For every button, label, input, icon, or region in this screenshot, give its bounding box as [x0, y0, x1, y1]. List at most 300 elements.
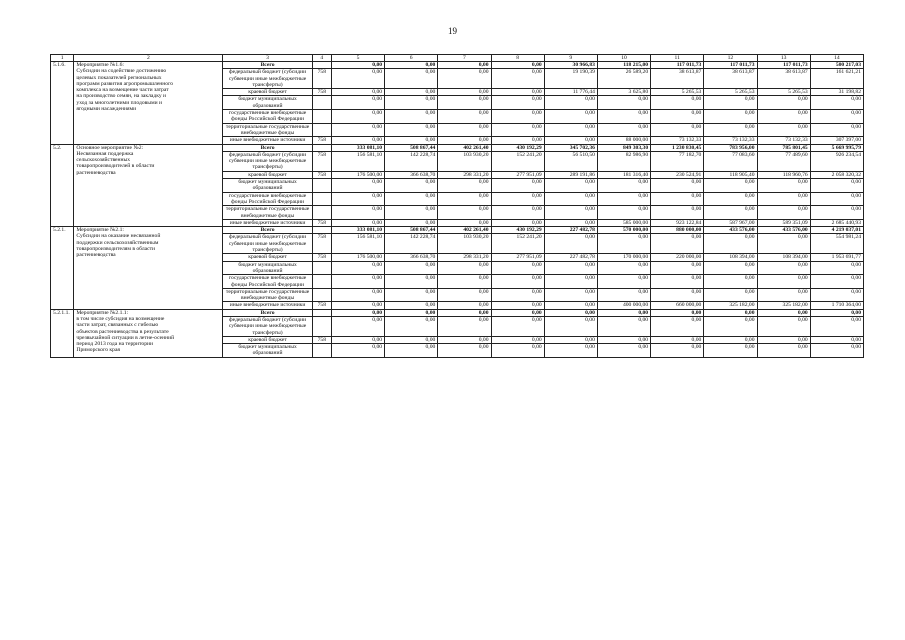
amount-cell: 181 316,40: [597, 171, 650, 178]
item-number: 5.2.1.: [51, 227, 74, 310]
funding-source: Всего: [223, 144, 312, 151]
item-title-line: Мероприятие №2.1:: [76, 227, 124, 234]
budget-code: 758: [312, 171, 331, 178]
item-title-line: чрезвычайной ситуации в летне-осенний: [76, 334, 175, 341]
amount-cell: 430 192,29: [491, 144, 544, 151]
funding-source: бюджет муниципальных образований: [223, 179, 312, 193]
amount-cell: 0,00: [810, 261, 863, 275]
amount-cell: 0,00: [651, 336, 704, 343]
amount-cell: 0,00: [331, 316, 384, 336]
amount-cell: 0,00: [544, 192, 597, 206]
table-row-total: [51, 309, 864, 316]
amount-cell: 0,00: [544, 309, 597, 316]
amount-cell: 2 058 320,32: [810, 171, 863, 178]
amount-cell: 0,00: [331, 344, 384, 358]
amount-cell: 298 331,20: [438, 171, 491, 178]
funding-source: государственные внебюджетные фонды Российской Федерации: [223, 110, 312, 124]
amount-cell: 0,00: [597, 192, 650, 206]
amount-cell: 0,00: [544, 261, 597, 275]
amount-cell: 0,00: [597, 316, 650, 336]
amount-cell: 0,00: [757, 206, 810, 220]
amount-cell: 0,00: [491, 288, 544, 302]
amount-cell: 5 265,53: [704, 89, 757, 96]
table-row-total: [51, 227, 864, 234]
amount-cell: 156 581,10: [331, 234, 384, 254]
amount-cell: 0,00: [331, 206, 384, 220]
item-title-line: товаропроизводителей в области: [76, 163, 155, 170]
amount-cell: 0,00: [491, 336, 544, 343]
amount-cell: 0,00: [331, 62, 384, 69]
amount-cell: 5 669 995,79: [810, 144, 863, 151]
amount-cell: 0,00: [597, 96, 650, 110]
item-title-line: Субсидии на содействие достижению: [76, 68, 167, 75]
amount-cell: 0,00: [438, 344, 491, 358]
amount-cell: 366 638,70: [385, 254, 438, 261]
amount-cell: 554 981,24: [810, 234, 863, 254]
budget-code: 758: [312, 137, 331, 144]
budget-code: [312, 206, 331, 220]
amount-cell: 0,00: [491, 261, 544, 275]
amount-cell: 103 930,20: [438, 151, 491, 171]
amount-cell: 0,00: [651, 316, 704, 336]
amount-cell: 0,00: [704, 206, 757, 220]
budget-code: [312, 316, 331, 336]
funding-source: краевой бюджет: [223, 336, 312, 343]
amount-cell: 117 011,73: [757, 62, 810, 69]
funding-source: иные внебюджетные источники: [223, 137, 312, 144]
amount-cell: 307 397,00: [810, 137, 863, 144]
column-number: 12: [704, 55, 757, 62]
amount-cell: 117 011,73: [651, 62, 704, 69]
amount-cell: 0,00: [704, 123, 757, 137]
amount-cell: 0,00: [597, 261, 650, 275]
amount-cell: 73 132,33: [704, 137, 757, 144]
amount-cell: 0,00: [597, 123, 650, 137]
amount-cell: 0,00: [331, 110, 384, 124]
funding-source: территориальные государственные внебюджетные фонды: [223, 288, 312, 302]
amount-cell: 0,00: [651, 123, 704, 137]
amount-cell: 0,00: [385, 309, 438, 316]
amount-cell: 118 960,76: [757, 171, 810, 178]
amount-cell: 333 081,10: [331, 144, 384, 151]
amount-cell: 0,00: [704, 110, 757, 124]
column-number: 10: [597, 55, 650, 62]
amount-cell: 0,00: [438, 316, 491, 336]
funding-source: иные внебюджетные источники: [223, 219, 312, 226]
amount-cell: 0,00: [544, 137, 597, 144]
amount-cell: 0,00: [810, 316, 863, 336]
budget-code: [312, 96, 331, 110]
item-title-line: объектов растениеводства в результате: [76, 328, 169, 335]
funding-source: федеральный бюджет (субсидии субвенции иные межбюджетные трансферты): [223, 234, 312, 254]
amount-cell: 430 192,29: [491, 227, 544, 234]
amount-cell: 0,00: [385, 316, 438, 336]
amount-cell: 0,00: [331, 89, 384, 96]
table-row-total: [51, 144, 864, 151]
amount-cell: 0,00: [810, 96, 863, 110]
amount-cell: 433 576,00: [704, 227, 757, 234]
funding-source: бюджет муниципальных образований: [223, 261, 312, 275]
funding-source: федеральный бюджет (субсидии субвенции иные межбюджетные трансферты): [223, 316, 312, 336]
item-title: [74, 62, 223, 145]
item-title-line: растениеводства: [76, 169, 116, 176]
amount-cell: 0,00: [544, 110, 597, 124]
amount-cell: 0,00: [491, 344, 544, 358]
amount-cell: 0,00: [491, 123, 544, 137]
amount-cell: 0,00: [651, 110, 704, 124]
amount-cell: 156 581,10: [331, 151, 384, 171]
amount-cell: 0,00: [810, 179, 863, 193]
column-number: 7: [438, 55, 491, 62]
amount-cell: 0,00: [597, 206, 650, 220]
budget-code: 758: [312, 254, 331, 261]
amount-cell: 1 230 830,45: [651, 144, 704, 151]
funding-source: федеральный бюджет (субсидии субвенции иные межбюджетные трансферты): [223, 151, 312, 171]
amount-cell: 118 905,40: [704, 171, 757, 178]
column-number: 4: [312, 55, 331, 62]
amount-cell: 0,00: [597, 309, 650, 316]
item-title-line: Основное мероприятие №2:: [76, 144, 144, 151]
amount-cell: 0,00: [757, 179, 810, 193]
amount-cell: 0,00: [544, 275, 597, 289]
column-number: 8: [491, 55, 544, 62]
column-number: 3: [223, 55, 312, 62]
amount-cell: 0,00: [757, 288, 810, 302]
item-title-line: Несвязанная поддержка: [76, 150, 134, 157]
amount-cell: 0,00: [810, 288, 863, 302]
amount-cell: 0,00: [704, 179, 757, 193]
item-title-line: в том числе субсидия на возмещение: [76, 315, 165, 322]
amount-cell: 0,00: [757, 261, 810, 275]
budget-code: [312, 344, 331, 358]
amount-cell: 1 953 691,77: [810, 254, 863, 261]
amount-cell: 0,00: [331, 309, 384, 316]
amount-cell: 0,00: [331, 137, 384, 144]
amount-cell: 0,00: [385, 206, 438, 220]
amount-cell: 0,00: [491, 96, 544, 110]
item-title-line: части затрат, связанных с гибелью: [76, 322, 159, 329]
item-number: 5.1.6.: [51, 62, 74, 145]
amount-cell: 0,00: [438, 309, 491, 316]
amount-cell: 0,00: [385, 219, 438, 226]
amount-cell: 660 000,00: [651, 302, 704, 309]
amount-cell: 0,00: [757, 344, 810, 358]
amount-cell: 0,00: [438, 261, 491, 275]
amount-cell: 0,00: [331, 275, 384, 289]
amount-cell: 0,00: [597, 234, 650, 254]
amount-cell: 923 122,84: [651, 219, 704, 226]
amount-cell: 0,00: [331, 96, 384, 110]
amount-cell: 0,00: [491, 69, 544, 89]
amount-cell: 325 182,00: [757, 302, 810, 309]
amount-cell: 0,00: [704, 261, 757, 275]
amount-cell: 0,00: [757, 316, 810, 336]
item-title-line: целевых показателей региональных: [76, 74, 162, 81]
amount-cell: 0,00: [385, 288, 438, 302]
amount-cell: 783 956,00: [704, 144, 757, 151]
amount-cell: 0,00: [438, 179, 491, 193]
amount-cell: 0,00: [491, 89, 544, 96]
amount-cell: 0,00: [651, 288, 704, 302]
budget-code: 758: [312, 151, 331, 171]
amount-cell: 0,00: [544, 288, 597, 302]
budget-code: [312, 288, 331, 302]
amount-cell: 0,00: [491, 62, 544, 69]
amount-cell: 0,00: [331, 219, 384, 226]
amount-cell: 277 951,09: [491, 254, 544, 261]
funding-source: краевой бюджет: [223, 171, 312, 178]
amount-cell: 926 234,54: [810, 151, 863, 171]
amount-cell: 0,00: [544, 234, 597, 254]
amount-cell: 0,00: [438, 336, 491, 343]
amount-cell: 5 265,53: [757, 89, 810, 96]
amount-cell: 152 241,20: [491, 234, 544, 254]
amount-cell: 587 967,00: [704, 219, 757, 226]
amount-cell: 176 500,00: [331, 171, 384, 178]
amount-cell: 333 081,10: [331, 227, 384, 234]
budget-code: [312, 110, 331, 124]
budget-code: 758: [312, 89, 331, 96]
amount-cell: 0,00: [385, 96, 438, 110]
amount-cell: 0,00: [597, 275, 650, 289]
amount-cell: 0,00: [544, 336, 597, 343]
funding-source: иные внебюджетные источники: [223, 302, 312, 309]
amount-cell: 0,00: [385, 69, 438, 89]
amount-cell: 0,00: [810, 309, 863, 316]
funding-source: краевой бюджет: [223, 89, 312, 96]
amount-cell: 0,00: [544, 206, 597, 220]
amount-cell: 0,00: [331, 336, 384, 343]
amount-cell: 0,00: [810, 344, 863, 358]
amount-cell: 170 000,00: [597, 254, 650, 261]
amount-cell: 0,00: [810, 192, 863, 206]
amount-cell: 0,00: [438, 89, 491, 96]
amount-cell: 0,00: [651, 344, 704, 358]
item-number: 5.2.1.1.: [51, 309, 74, 357]
amount-cell: 0,00: [491, 309, 544, 316]
item-title-line: товаропроизводителям в области: [76, 246, 156, 253]
amount-cell: 0,00: [331, 192, 384, 206]
amount-cell: 0,00: [704, 234, 757, 254]
amount-cell: 0,00: [597, 110, 650, 124]
amount-cell: 0,00: [438, 62, 491, 69]
amount-cell: 0,00: [810, 123, 863, 137]
item-number: 5.2.: [51, 144, 74, 227]
amount-cell: 289 191,86: [544, 171, 597, 178]
budget-table-body: [51, 55, 864, 358]
amount-cell: 0,00: [438, 288, 491, 302]
amount-cell: 0,00: [544, 179, 597, 193]
item-title-line: растениеводства: [76, 252, 116, 259]
item-title-line: сельскохозяйственных: [76, 157, 131, 164]
amount-cell: 0,00: [385, 110, 438, 124]
amount-cell: 0,00: [491, 137, 544, 144]
budget-code: [312, 62, 331, 69]
amount-cell: 0,00: [385, 62, 438, 69]
amount-cell: 277 951,09: [491, 171, 544, 178]
amount-cell: 345 702,36: [544, 144, 597, 151]
amount-cell: 0,00: [331, 288, 384, 302]
amount-cell: 0,00: [385, 302, 438, 309]
amount-cell: 0,00: [810, 206, 863, 220]
amount-cell: 585 000,00: [597, 219, 650, 226]
amount-cell: 56 510,50: [544, 151, 597, 171]
item-title: [74, 309, 223, 357]
amount-cell: 161 621,21: [810, 69, 863, 89]
amount-cell: 0,00: [597, 179, 650, 193]
item-title-line: период 2013 года на территории: [76, 341, 153, 348]
amount-cell: 30 966,83: [544, 62, 597, 69]
amount-cell: 0,00: [544, 96, 597, 110]
amount-cell: 31 198,82: [810, 89, 863, 96]
item-title: [74, 227, 223, 310]
amount-cell: 2 685 440,93: [810, 219, 863, 226]
amount-cell: 73 132,33: [757, 137, 810, 144]
funding-source: государственные внебюджетные фонды Российской Федерации: [223, 275, 312, 289]
budget-code: [312, 123, 331, 137]
amount-cell: 227 482,78: [544, 254, 597, 261]
amount-cell: 0,00: [597, 288, 650, 302]
amount-cell: 0,00: [544, 344, 597, 358]
funding-source: Всего: [223, 227, 312, 234]
item-title-line: Мероприятие №1.6:: [76, 62, 124, 68]
funding-source: бюджет муниципальных образований: [223, 344, 312, 358]
amount-cell: 82 986,90: [597, 151, 650, 171]
amount-cell: 118 215,00: [597, 62, 650, 69]
amount-cell: 0,00: [810, 275, 863, 289]
amount-cell: 0,00: [438, 302, 491, 309]
amount-cell: 0,00: [438, 219, 491, 226]
amount-cell: 117 011,73: [704, 62, 757, 69]
column-number: 1: [51, 55, 74, 62]
funding-source: территориальные государственные внебюджетные фонды: [223, 123, 312, 137]
amount-cell: 0,00: [704, 316, 757, 336]
budget-code: 758: [312, 302, 331, 309]
column-number: 14: [810, 55, 863, 62]
amount-cell: 0,00: [331, 179, 384, 193]
amount-cell: 0,00: [651, 96, 704, 110]
amount-cell: 73 132,33: [651, 137, 704, 144]
amount-cell: 0,00: [757, 123, 810, 137]
amount-cell: 0,00: [651, 275, 704, 289]
amount-cell: 325 182,00: [704, 302, 757, 309]
item-title-line: на производство семян, на закладку и: [76, 93, 167, 100]
amount-cell: 0,00: [438, 69, 491, 89]
amount-cell: 0,00: [651, 261, 704, 275]
amount-cell: 0,00: [597, 336, 650, 343]
amount-cell: 0,00: [331, 69, 384, 89]
budget-table: [50, 54, 864, 358]
amount-cell: 0,00: [385, 261, 438, 275]
amount-cell: 570 000,00: [597, 227, 650, 234]
amount-cell: 77 182,70: [651, 151, 704, 171]
amount-cell: 508 867,44: [385, 144, 438, 151]
amount-cell: 142 228,74: [385, 234, 438, 254]
amount-cell: 26 589,20: [597, 69, 650, 89]
amount-cell: 0,00: [491, 206, 544, 220]
amount-cell: 0,00: [491, 179, 544, 193]
amount-cell: 0,00: [544, 316, 597, 336]
amount-cell: 0,00: [704, 309, 757, 316]
amount-cell: 0,00: [385, 179, 438, 193]
amount-cell: 500 217,03: [810, 62, 863, 69]
amount-cell: 227 482,78: [544, 227, 597, 234]
amount-cell: 0,00: [810, 110, 863, 124]
amount-cell: 0,00: [491, 316, 544, 336]
amount-cell: 0,00: [491, 219, 544, 226]
item-title-line: поддержки сельскохозяйственным: [76, 239, 159, 246]
amount-cell: 108 394,00: [757, 254, 810, 261]
amount-cell: 230 524,91: [651, 171, 704, 178]
amount-cell: 0,00: [757, 234, 810, 254]
budget-code: [312, 179, 331, 193]
amount-cell: 19 190,39: [544, 69, 597, 89]
amount-cell: 0,00: [651, 192, 704, 206]
amount-cell: 0,00: [544, 219, 597, 226]
amount-cell: 0,00: [438, 96, 491, 110]
amount-cell: 0,00: [704, 192, 757, 206]
column-number: 9: [544, 55, 597, 62]
amount-cell: 0,00: [491, 192, 544, 206]
amount-cell: 0,00: [331, 123, 384, 137]
amount-cell: 108 394,00: [704, 254, 757, 261]
amount-cell: 0,00: [544, 302, 597, 309]
page-number: 19: [448, 26, 457, 36]
amount-cell: 0,00: [491, 110, 544, 124]
funding-source: федеральный бюджет (субсидии субвенции иные межбюджетные трансферты): [223, 69, 312, 89]
table-row-total: [51, 62, 864, 69]
amount-cell: 402 261,40: [438, 227, 491, 234]
amount-cell: 38 613,87: [757, 69, 810, 89]
column-number: 5: [331, 55, 384, 62]
column-number: 13: [757, 55, 810, 62]
item-title: [74, 144, 223, 227]
amount-cell: 0,00: [704, 288, 757, 302]
amount-cell: 0,00: [810, 336, 863, 343]
amount-cell: 0,00: [757, 96, 810, 110]
budget-code: [312, 275, 331, 289]
amount-cell: 0,00: [331, 302, 384, 309]
amount-cell: 0,00: [757, 192, 810, 206]
amount-cell: 38 613,87: [704, 69, 757, 89]
amount-cell: 0,00: [704, 336, 757, 343]
budget-code: [312, 227, 331, 234]
amount-cell: 0,00: [651, 206, 704, 220]
column-number: 2: [74, 55, 223, 62]
amount-cell: 1 710 364,00: [810, 302, 863, 309]
amount-cell: 0,00: [651, 234, 704, 254]
funding-source: Всего: [223, 309, 312, 316]
amount-cell: 0,00: [651, 309, 704, 316]
amount-cell: 88 000,00: [597, 137, 650, 144]
funding-source: краевой бюджет: [223, 254, 312, 261]
amount-cell: 0,00: [438, 123, 491, 137]
amount-cell: 0,00: [385, 137, 438, 144]
amount-cell: 5 265,53: [651, 89, 704, 96]
item-title-line: Мероприятие №2.1.1:: [76, 309, 129, 316]
item-title-line: программ развития агропромышленного: [76, 80, 174, 87]
amount-cell: 433 576,00: [757, 227, 810, 234]
amount-cell: 785 801,45: [757, 144, 810, 151]
amount-cell: 849 303,30: [597, 144, 650, 151]
amount-cell: 11 776,44: [544, 89, 597, 96]
amount-cell: 103 930,20: [438, 234, 491, 254]
column-number: 11: [651, 55, 704, 62]
amount-cell: 0,00: [757, 110, 810, 124]
amount-cell: 77 083,60: [704, 151, 757, 171]
funding-source: бюджет муниципальных образований: [223, 96, 312, 110]
amount-cell: 880 000,00: [651, 227, 704, 234]
